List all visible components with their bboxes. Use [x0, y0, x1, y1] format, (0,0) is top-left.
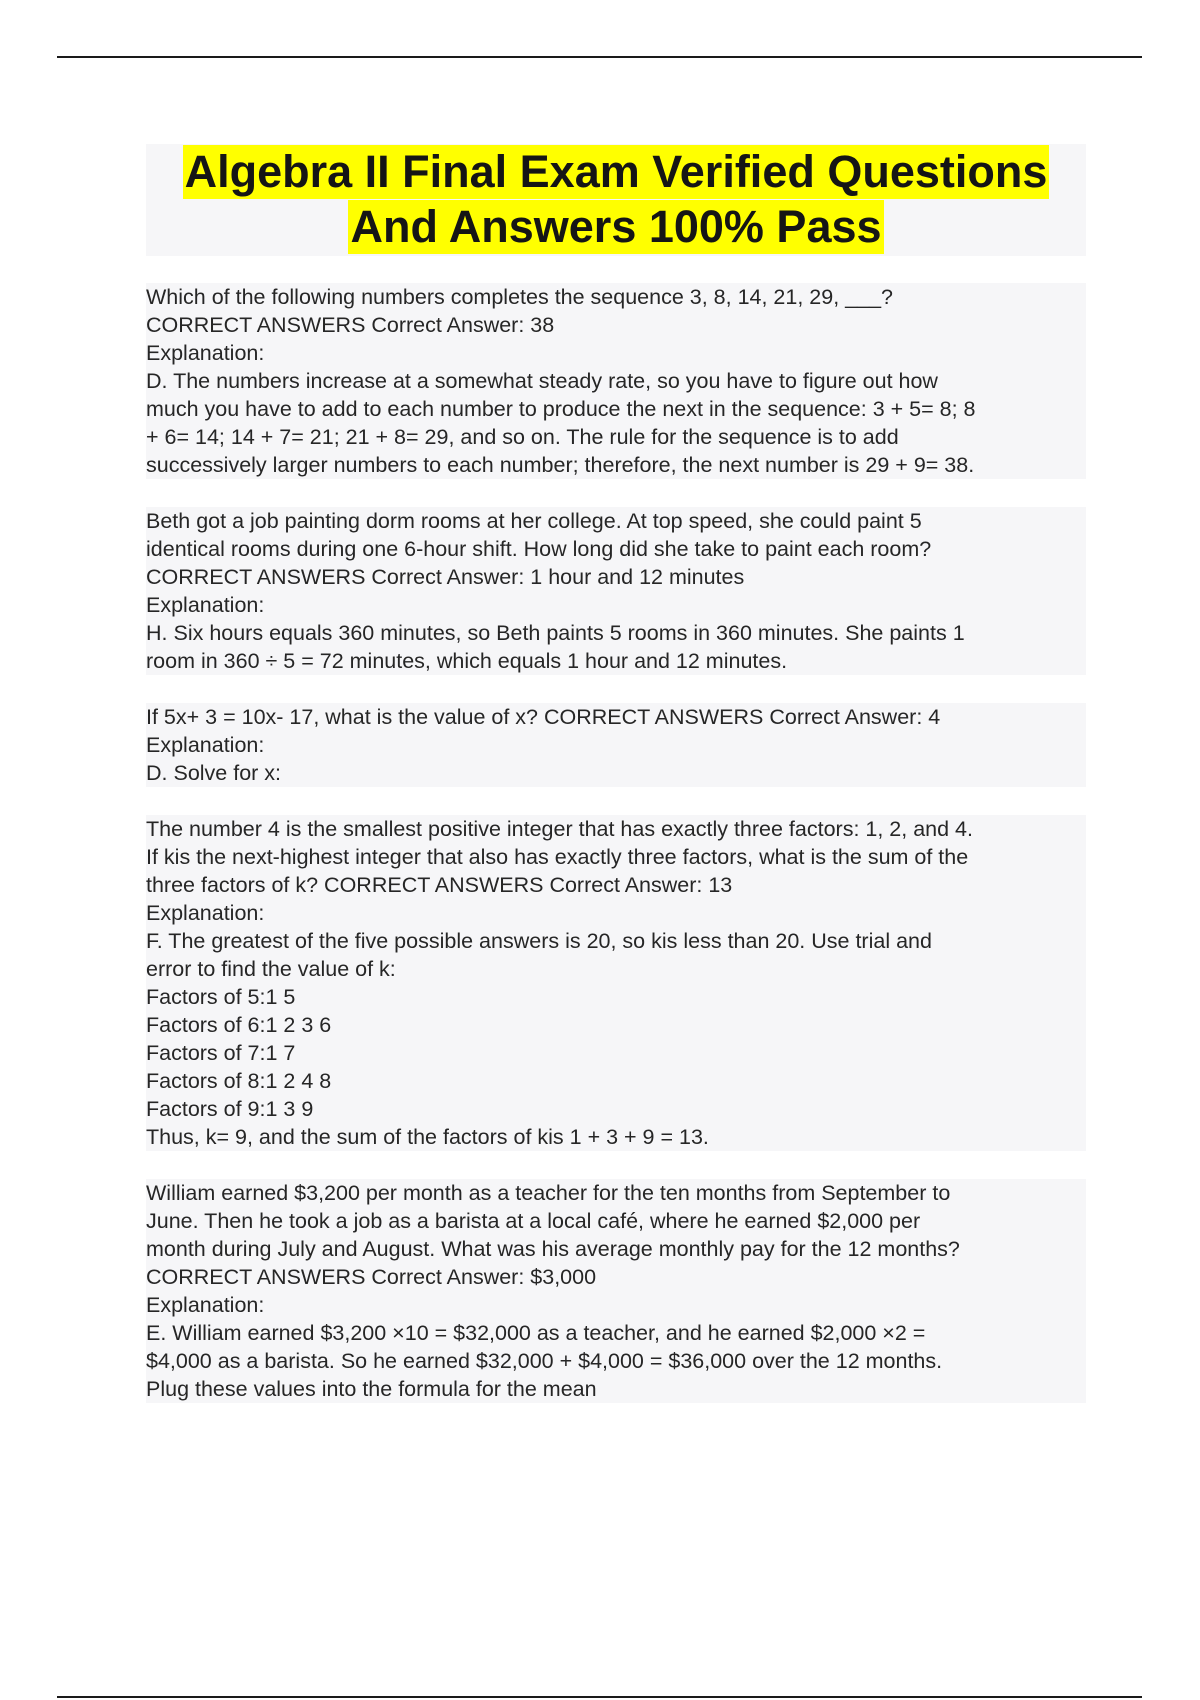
text-line: Explanation: [146, 341, 265, 365]
document-body [146, 283, 1086, 1403]
text-line: Beth got a job painting dorm rooms at her college. At top speed, she could paint 5 [146, 509, 922, 533]
text-line: room in 360 ÷ 5 = 72 minutes, which equals 1 hour and 12 minutes. [146, 649, 788, 673]
text-line: CORRECT ANSWERS Correct Answer: 1 hour and 12 minutes [146, 565, 745, 589]
text-line: month during July and August. What was his average monthly pay for the 12 months? [146, 1237, 960, 1261]
question-block [146, 703, 1086, 787]
text-line: The number 4 is the smallest positive integer that has exactly three factors: 1, 2, and 4. [146, 817, 973, 841]
text-line: Factors of 5:1 5 [146, 985, 296, 1009]
text-line: If 5x+ 3 = 10x- 17, what is the value of x? CORRECT ANSWERS Correct Answer: 4 [146, 705, 941, 729]
text-line: CORRECT ANSWERS Correct Answer: $3,000 [146, 1265, 597, 1289]
text-line: Thus, k= 9, and the sum of the factors of kis 1 + 3 + 9 = 13. [146, 1125, 709, 1149]
question-block [146, 1179, 1086, 1403]
document-title [146, 144, 1086, 256]
title-line-1: Algebra II Final Exam Verified Questions [184, 146, 1048, 197]
text-line: + 6= 14; 14 + 7= 21; 21 + 8= 29, and so on. The rule for the sequence is to add [146, 425, 899, 449]
text-line: H. Six hours equals 360 minutes, so Beth paints 5 rooms in 360 minutes. She paints 1 [146, 621, 965, 645]
text-line: $4,000 as a barista. So he earned $32,000 + $4,000 = $36,000 over the 12 months. [146, 1349, 943, 1373]
text-line: Factors of 8:1 2 4 8 [146, 1069, 332, 1093]
text-line: William earned $3,200 per month as a teacher for the ten months from September to [146, 1181, 951, 1205]
text-line: Explanation: [146, 901, 265, 925]
question-block [146, 283, 1086, 479]
text-line: D. Solve for x: [146, 761, 282, 785]
text-line: D. The numbers increase at a somewhat steady rate, so you have to figure out how [146, 369, 938, 393]
question-block [146, 507, 1086, 675]
text-line: Factors of 9:1 3 9 [146, 1097, 314, 1121]
text-line: Plug these values into the formula for the mean [146, 1377, 597, 1401]
text-line: June. Then he took a job as a barista at a local café, where he earned $2,000 per [146, 1209, 921, 1233]
text-line: If kis the next-highest integer that also has exactly three factors, what is the sum of the [146, 845, 969, 869]
text-line: Explanation: [146, 593, 265, 617]
text-line: F. The greatest of the five possible answers is 20, so kis less than 20. Use trial and [146, 929, 932, 953]
text-line: error to find the value of k: [146, 957, 396, 981]
text-line: Factors of 7:1 7 [146, 1041, 296, 1065]
footer-rule [57, 1696, 1142, 1698]
text-line: Which of the following numbers completes the sequence 3, 8, 14, 21, 29, ___? [146, 285, 893, 309]
text-line: E. William earned $3,200 ×10 = $32,000 as a teacher, and he earned $2,000 ×2 = [146, 1321, 926, 1345]
text-line: CORRECT ANSWERS Correct Answer: 38 [146, 313, 555, 337]
text-line: identical rooms during one 6-hour shift. How long did she take to paint each room? [146, 537, 932, 561]
text-line: much you have to add to each number to produce the next in the sequence: 3 + 5= 8; 8 [146, 397, 976, 421]
text-line: successively larger numbers to each number; therefore, the next number is 29 + 9= 38. [146, 453, 975, 477]
text-line: Factors of 6:1 2 3 6 [146, 1013, 332, 1037]
text-line: Explanation: [146, 1293, 265, 1317]
header-rule [57, 56, 1142, 58]
question-block [146, 815, 1086, 1151]
title-line-2: And Answers 100% Pass [350, 201, 882, 252]
text-line: three factors of k? CORRECT ANSWERS Correct Answer: 13 [146, 873, 733, 897]
text-line: Explanation: [146, 733, 265, 757]
